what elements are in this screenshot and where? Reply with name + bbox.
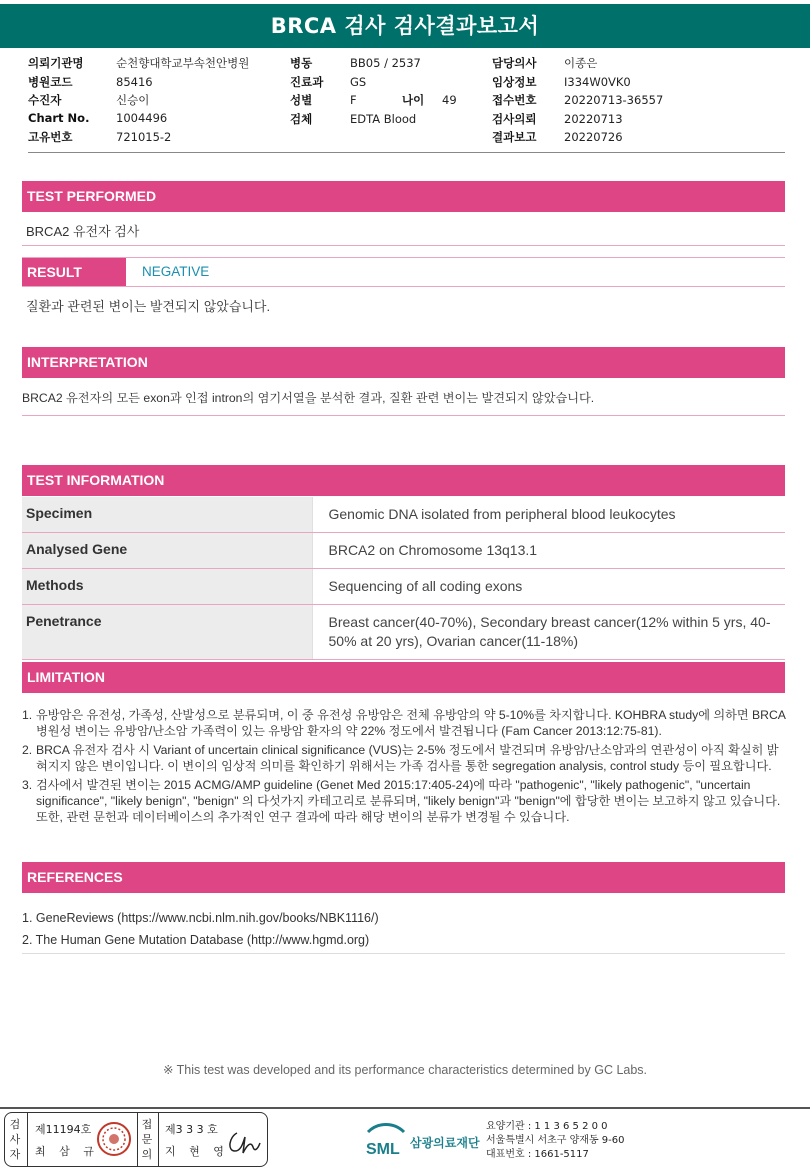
signature-box [4,1112,268,1167]
limitation-heading: LIMITATION [22,662,785,693]
result-label: RESULT [22,258,126,286]
result-bar [22,257,785,287]
table-row [22,497,785,533]
list-item: 2. The Human Gene Mutation Database (http://www.hgmd.org) [22,933,370,947]
tester-name: 최 삼 규 [35,1145,99,1158]
header-field: Chart No. 1004496 [28,110,168,125]
references-heading: REFERENCES [22,862,785,893]
header-field: 진료과 GS [290,74,367,89]
header-field: 임상정보 I334W0VK0 [492,74,631,89]
header-field: 성별 F 나이 49 [290,93,457,107]
list-item: 3. 검사에서 발견된 변이는 2015 ACMG/AMP guideline (Genet Med 2015:17:405-24)에 따라 "pathogenic", "likely pathogenic", "uncertain significance", "likely benign", "benign" 의 다섯가지 카테고리로 분류되며, "likely benign"과 "benign"에 합당한 변이는 보고하지 않고 있습니다. 또한, 관련 문헌과 데이터베이스의 추가적인 연구 결과에 따라 해당 변이의 분류가 변경될 수 있습니다. [22,778,781,824]
header-divider [28,152,785,153]
header-field: 수진자 신승이 [28,93,150,107]
header-field: 검체 EDTA Blood [290,111,417,126]
table-value: Sequencing of all coding exons [312,569,785,605]
divider [22,415,785,416]
age-value: 49 [442,93,457,107]
sml-logo-icon [364,1120,408,1160]
header-field: 병원코드 85416 [28,74,153,89]
signature-icon [223,1125,263,1159]
lab-address: 서울특별시 서초구 양재동 9-60 [486,1135,625,1146]
lab-name: 삼광의료재단 [410,1136,480,1150]
table-value: Genomic DNA isolated from peripheral blood leukocytes [312,497,785,533]
lab-phone: 대표번호 : 1661-5117 [486,1149,589,1160]
test-information-table [22,497,785,660]
list-item: 2. BRCA 유전자 검사 시 Variant of uncertain clinical significance (VUS)는 2-5% 정도에서 발견되며 유방암/난소암과의 연관성이 아직 확실히 밝혀지지 않은 변이입니다. 이 변이의 임상적 의미를 확인하기 위해서는 가족 검사를 통한 segregation analysis, control study 등이 필요합니다. [22,743,779,773]
list-item: 1. 유방암은 유전성, 가족성, 산발성으로 분류되며, 이 중 유전성 유방암은 전체 유방암의 약 5-10%를 차지합니다. KOHBRA study에 의하면 BRCA 병원성 변이는 유방암/난소암 가족력이 있는 유방암 환자의 약 22% 정도에서 발견됩니다 (Fam Cancer 2013:12:75-81). [22,708,786,738]
seal-icon [96,1121,132,1157]
interpretation-heading: INTERPRETATION [22,347,785,378]
divider [22,953,785,954]
header-col-1 [28,55,249,148]
table-key: Methods [22,569,312,605]
confirmer-license: 제3 3 3 호 [165,1123,218,1136]
table-key: Analysed Gene [22,533,312,569]
test-performed-text: BRCA2 유전자 검사 [26,224,140,239]
lab-code: 요양기관 : 1 1 3 6 5 2 0 0 [486,1121,608,1132]
table-key: Specimen [22,497,312,533]
test-information-heading: TEST INFORMATION [22,465,785,496]
svg-text:SML: SML [366,1141,400,1158]
header-field: 고유번호 721015-2 [28,130,172,144]
header-field: 접수번호 20220713-36557 [492,93,664,107]
patient-header [28,55,788,151]
confirmer-vertical-label: 접 문 의 [141,1118,153,1161]
list-item: 1. GeneReviews (https://www.ncbi.nlm.nih.gov/books/NBK1116/) [22,911,379,925]
report-title: BRCA 검사 검사결과보고서 [0,4,810,48]
result-text: 질환과 관련된 변이는 발견되지 않았습니다. [26,299,271,314]
header-field: 병동 BB05 / 2537 [290,56,421,70]
footnote: ※ This test was developed and its performance characteristics determined by GC Labs. [162,1063,648,1077]
header-field: 검사의뢰 20220713 [492,111,623,126]
references-list [22,907,379,951]
header-field: 결과보고 20220726 [492,130,623,144]
table-value: Breast cancer(40-70%), Secondary breast cancer(12% within 5 yrs, 40-50% at 20 yrs), Ovarian cancer(11-18%) [312,605,785,660]
footer-divider [0,1107,810,1109]
test-performed-heading: TEST PERFORMED [22,181,785,212]
header-field: 담당의사 이종은 [492,56,598,70]
table-value: BRCA2 on Chromosome 13q13.1 [312,533,785,569]
table-row [22,605,785,660]
result-value: NEGATIVE [142,264,210,279]
age-label: 나이 [402,93,425,107]
header-col-2 [290,55,457,129]
tester-vertical-label: 검 사 자 [9,1118,21,1161]
tester-license: 제11194호 [35,1123,92,1136]
header-col-3 [492,55,663,148]
header-field: 의뢰기관명 순천향대학교부속천안병원 [28,56,250,70]
limitation-list [22,707,787,828]
table-key: Penetrance [22,605,312,660]
interpretation-text: BRCA2 유전자의 모든 exon과 인접 intron의 염기서열을 분석한 결과, 질환 관련 변이는 발견되지 않았습니다. [22,391,595,405]
lab-info [486,1120,625,1162]
table-row [22,569,785,605]
divider [22,245,785,246]
confirmer-name: 지 현 영 [165,1145,229,1158]
table-row [22,533,785,569]
